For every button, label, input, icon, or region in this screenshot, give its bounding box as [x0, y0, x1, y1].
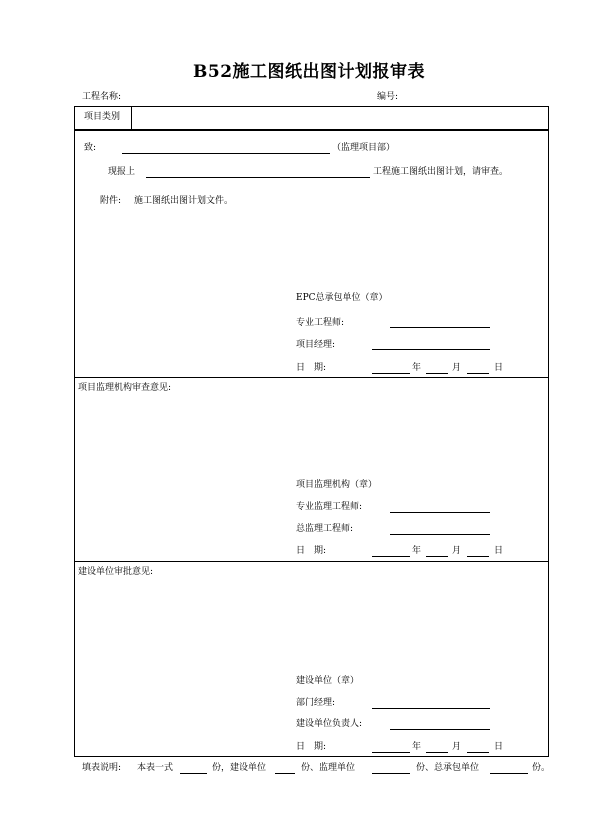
year-field-3[interactable]	[372, 752, 410, 753]
attachment-text: 施工图纸出图计划文件。	[134, 196, 234, 206]
year-field-2[interactable]	[372, 556, 410, 557]
copies-total-field[interactable]	[180, 773, 207, 774]
footer-part1: 本表一式	[137, 763, 174, 773]
year-field-1[interactable]	[372, 373, 410, 374]
footer-part2: 份，建设单位	[212, 763, 267, 773]
month-field-2[interactable]	[426, 556, 448, 557]
date-label-1: 日 期:	[296, 363, 327, 373]
footer-part3: 份、监理单位	[301, 763, 356, 773]
attachment-label: 附件:	[100, 196, 122, 206]
engineer-label: 专业工程师:	[296, 318, 345, 328]
page-title: B52施工图纸出图计划报审表	[193, 62, 426, 82]
owner-opinion-label: 建设单位审批意见:	[78, 567, 154, 577]
footer-note-label: 填表说明:	[82, 763, 122, 773]
manager-label: 项目经理:	[296, 340, 336, 350]
supervision-unit-label: 项目监理机构（章）	[296, 480, 378, 490]
project-name-label: 工程名称:	[82, 92, 122, 102]
engineer-signature-field[interactable]	[390, 327, 490, 328]
supervision-opinion-label: 项目监理机构审查意见:	[78, 383, 172, 393]
year-label-3: 年	[412, 742, 422, 752]
dept-manager-field[interactable]	[372, 708, 490, 709]
copies-owner-field[interactable]	[275, 773, 295, 774]
day-label-1: 日	[494, 363, 504, 373]
owner-responsible-field[interactable]	[390, 729, 490, 730]
to-label: 致:	[84, 143, 97, 153]
chief-engineer-field[interactable]	[390, 534, 490, 535]
copies-supervisor-field[interactable]	[372, 773, 410, 774]
to-field[interactable]	[122, 153, 330, 154]
day-field-3[interactable]	[467, 752, 489, 753]
chief-engineer-label: 总监理工程师:	[296, 524, 354, 534]
category-label: 项目类别	[84, 112, 121, 122]
month-label-2: 月	[452, 546, 462, 556]
year-label-2: 年	[412, 546, 422, 556]
section-divider-2	[74, 561, 549, 562]
day-field-2[interactable]	[467, 556, 489, 557]
date-label-3: 日 期:	[296, 742, 327, 752]
date-label-2: 日 期:	[296, 546, 327, 556]
month-field-1[interactable]	[426, 373, 448, 374]
footer-part4: 份、总承包单位	[416, 763, 480, 773]
owner-unit-label: 建设单位（章）	[296, 676, 360, 686]
month-label-1: 月	[452, 363, 462, 373]
report-prefix: 现报上	[108, 167, 136, 177]
day-field-1[interactable]	[467, 373, 489, 374]
month-field-3[interactable]	[426, 752, 448, 753]
category-value-field[interactable]	[133, 108, 546, 128]
report-suffix: 工程施工图纸出图计划，请审查。	[373, 167, 509, 177]
day-label-2: 日	[494, 546, 504, 556]
section-divider-1	[74, 377, 549, 378]
epc-unit-label: EPC总承包单位（章）	[296, 293, 388, 303]
to-suffix: （监理项目部）	[332, 143, 396, 153]
month-label-3: 月	[452, 742, 462, 752]
day-label-3: 日	[494, 742, 504, 752]
category-divider	[131, 106, 132, 130]
year-label-1: 年	[412, 363, 422, 373]
supervision-engineer-label: 专业监理工程师:	[296, 502, 363, 512]
dept-manager-label: 部门经理:	[296, 698, 336, 708]
form-body	[74, 130, 549, 757]
supervision-engineer-field[interactable]	[390, 512, 490, 513]
owner-responsible-label: 建设单位负责人:	[296, 719, 363, 729]
number-label: 编号:	[377, 92, 399, 102]
manager-signature-field[interactable]	[372, 349, 490, 350]
report-project-field[interactable]	[146, 177, 370, 178]
copies-contractor-field[interactable]	[490, 773, 528, 774]
footer-part5: 份。	[532, 763, 551, 773]
